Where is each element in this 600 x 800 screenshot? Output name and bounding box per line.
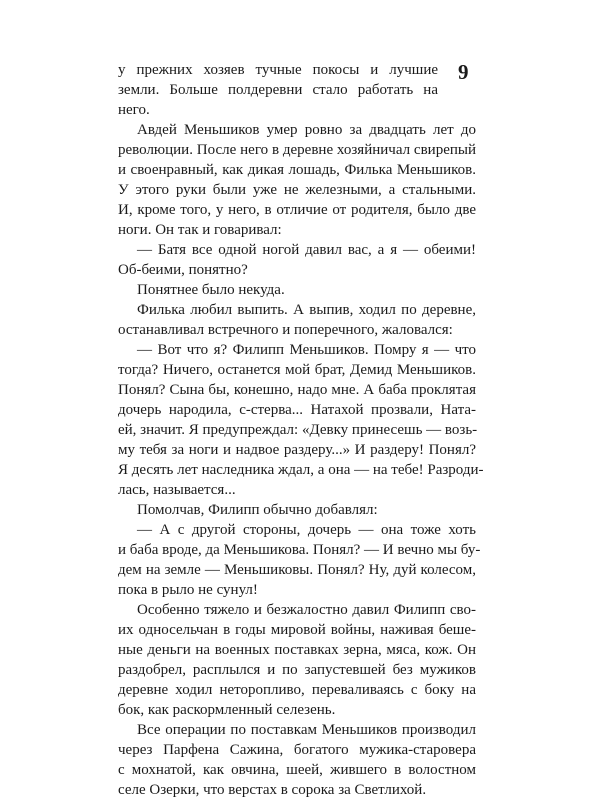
text-line: дем на земле — Меньшиковы. Понял? Ну, дуй колесом, — [118, 562, 476, 578]
text-line: селе Озерки, что верстах в сорока за Светлихой. — [118, 782, 427, 798]
text-line: пока в рыло не сунул! — [118, 582, 258, 598]
text-line: ей, значит. Я предупреждал: «Девку принесешь — возь- — [118, 422, 478, 438]
text-line: революции. После него в деревне хозяйничал свирепый — [118, 142, 476, 158]
text-line: у прежних хозяев тучные покосы и лучшие — [118, 62, 438, 78]
text-line: него. — [118, 102, 150, 118]
text-line: Авдей Меньшиков умер ровно за двадцать лет до — [137, 122, 476, 138]
text-line: ноги. Он так и говаривал: — [118, 222, 282, 238]
text-line: с мохнатой, как овчина, шеей, жившего в волостном — [118, 762, 476, 778]
text-line: — Вот что я? Филипп Меньшиков. Помру я — что — [137, 342, 476, 358]
text-line: через Парфена Сажина, богатого мужика-старовера — [118, 742, 476, 758]
text-line: Филька любил выпить. А выпив, ходил по деревне, — [137, 302, 476, 318]
text-line: Об-беими, понятно? — [118, 262, 248, 278]
text-line: останавливал встречного и поперечного, жаловался: — [118, 322, 453, 338]
text-line: — А с другой стороны, дочерь — она тоже хоть — [137, 522, 476, 538]
text-line: У этого руки были уже не железными, а стальными. — [118, 182, 476, 198]
text-line: Все операции по поставкам Меньшиков производил — [137, 722, 476, 738]
text-line: Понял? Сына бы, конешно, надо мне. А баба проклятая — [118, 382, 476, 398]
text-line: и своенравный, как дикая лошадь, Филька Меньшиков. — [118, 162, 476, 178]
body-text — [118, 60, 484, 800]
text-line: земли. Больше полдеревни стало работать на — [118, 82, 438, 98]
text-line: бок, как раскормленный селезень. — [118, 702, 336, 718]
text-line: му тебя за ноги и надвое раздеру...» И раздеру! Понял? — [118, 442, 476, 458]
text-line: и баба вроде, да Меньшикова. Понял? — И вечно мы бу- — [118, 542, 481, 558]
text-line: ные деньги на военных поставках зерна, мяса, кож. Он — [118, 642, 476, 658]
text-line: Помолчав, Филипп обычно добавлял: — [137, 502, 378, 518]
text-line: деревне ходил неторопливо, переваливаясь с боку на — [118, 682, 476, 698]
page-number: 9 — [458, 60, 469, 84]
text-line: Особенно тяжело и безжалостно давил Филипп сво- — [137, 602, 476, 618]
text-line: раздобрел, расплылся и по запустевшей без мужиков — [118, 662, 476, 678]
text-line: Понятнее было некуда. — [137, 282, 285, 298]
text-line: дочерь народила, с-стерва... Натахой прозвали, Ната- — [118, 402, 476, 418]
text-line: И, кроме того, у него, в отличие от родителя, было две — [118, 202, 476, 218]
text-line: тогда? Ничего, останется мой брат, Демид Меньшиков. — [118, 362, 476, 378]
text-line: лась, называется... — [118, 482, 236, 498]
text-line: их односельчан в годы мировой войны, наживая беше- — [118, 622, 476, 638]
text-line: Я десять лет наследника ждал, а она — на тебе! Разроди- — [118, 462, 484, 478]
text-line: — Батя все одной ногой давил вас, а я — обеими! — [137, 242, 476, 258]
